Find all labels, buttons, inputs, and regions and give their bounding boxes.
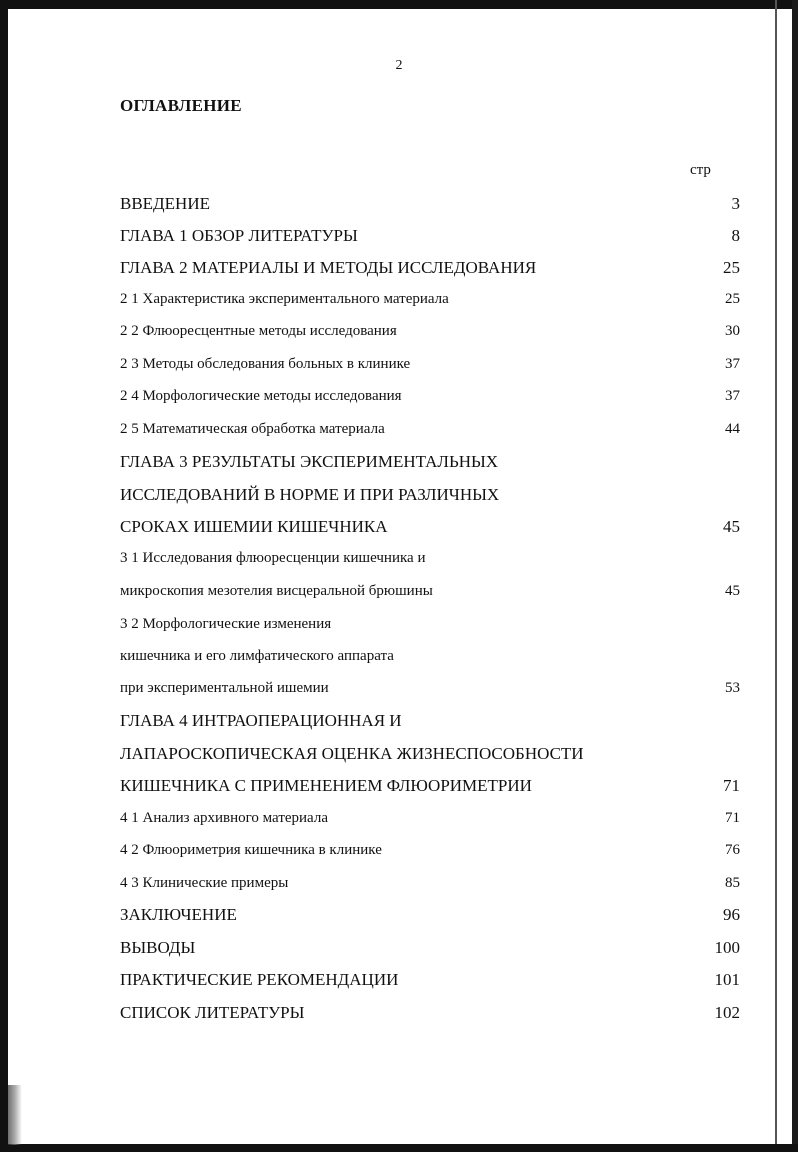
toc-entry-page: 71 (723, 776, 740, 795)
toc-entry (120, 258, 740, 282)
toc-entry-title: ЛАПАРОСКОПИЧЕСКАЯ ОЦЕНКА ЖИЗНЕСПОСОБНОСТИ (120, 744, 584, 763)
scan-edge-line (775, 0, 777, 1152)
scan-border-left (0, 0, 8, 1152)
toc-entry-page: 25 (723, 258, 740, 277)
toc-entry-page: 76 (725, 842, 740, 858)
page-number: 2 (395, 58, 403, 73)
toc-entry (120, 356, 740, 380)
toc-entry-page: 45 (723, 517, 740, 536)
toc-entry (120, 680, 740, 704)
toc-entry (120, 648, 740, 672)
toc-entry (120, 421, 740, 445)
toc-entry (120, 388, 740, 412)
toc-entry-page: 45 (725, 583, 740, 599)
toc-entry-page: 101 (714, 970, 740, 989)
toc-entry-page: 44 (725, 421, 740, 437)
toc-entry-page: 96 (723, 905, 740, 924)
scan-border-top (0, 0, 798, 9)
scan-border-bottom (0, 1144, 798, 1152)
toc-entry (120, 485, 740, 509)
toc-entry (120, 970, 740, 994)
scan-smudge (8, 1085, 22, 1145)
toc-entry-title: ВЫВОДЫ (120, 938, 196, 957)
toc-entry-title: 4 1 Анализ архивного материала (120, 810, 328, 826)
toc-entry-page: 102 (714, 1003, 740, 1022)
toc-entry (120, 194, 740, 218)
toc-entry (120, 616, 740, 640)
toc-entry (120, 842, 740, 866)
toc-entry-title: 2 1 Характеристика экспериментального материала (120, 291, 449, 307)
toc-entry (120, 550, 740, 574)
toc-entry-title: СРОКАХ ИШЕМИИ КИШЕЧНИКА (120, 517, 388, 536)
toc-entry (120, 226, 740, 250)
toc-entry-title: ГЛАВА 1 ОБЗОР ЛИТЕРАТУРЫ (120, 226, 358, 245)
toc-entry (120, 323, 740, 347)
toc-entry-title: ИССЛЕДОВАНИЙ В НОРМЕ И ПРИ РАЗЛИЧНЫХ (120, 485, 500, 504)
toc-entry-title: ПРАКТИЧЕСКИЕ РЕКОМЕНДАЦИИ (120, 970, 399, 989)
toc-entry-title: ГЛАВА 3 РЕЗУЛЬТАТЫ ЭКСПЕРИМЕНТАЛЬНЫХ (120, 452, 499, 471)
toc-entry-page: 3 (731, 194, 740, 213)
toc-entry-title: ЗАКЛЮЧЕНИЕ (120, 905, 237, 924)
toc-entry-page: 100 (714, 938, 740, 957)
toc-entry-title: ГЛАВА 2 МАТЕРИАЛЫ И МЕТОДЫ ИССЛЕДОВАНИЯ (120, 258, 537, 277)
toc-entry-page: 30 (725, 323, 740, 339)
page-title: ОГЛАВЛЕНИЕ (120, 96, 242, 115)
scan-border-right (792, 0, 798, 1152)
toc-entry (120, 583, 740, 607)
toc-entry-title: 2 4 Морфологические методы исследования (120, 388, 402, 404)
toc-entry-title: 4 2 Флюориметрия кишечника в клинике (120, 842, 382, 858)
toc-entry-page: 71 (725, 810, 740, 826)
toc-entry (120, 938, 740, 962)
toc-entry (120, 905, 740, 929)
toc-entry-title: 3 2 Морфологические изменения (120, 616, 332, 632)
toc-entry-title: ГЛАВА 4 ИНТРАОПЕРАЦИОННАЯ И (120, 711, 402, 730)
toc-entry (120, 776, 740, 800)
page-column-label: стр (690, 162, 711, 178)
toc-entry-title: КИШЕЧНИКА С ПРИМЕНЕНИЕМ ФЛЮОРИМЕТРИИ (120, 776, 532, 795)
toc-entry (120, 291, 740, 315)
toc-entry-title: при экспериментальной ишемии (120, 680, 329, 696)
toc-entry-page: 37 (725, 356, 740, 372)
toc-entry (120, 810, 740, 834)
toc-entry (120, 517, 740, 541)
toc-entry-page: 85 (725, 875, 740, 891)
toc-entry (120, 1003, 740, 1027)
toc-entry (120, 452, 740, 476)
toc-entry-title: кишечника и его лимфатического аппарата (120, 648, 394, 664)
toc-entry-title: 2 3 Методы обследования больных в клинике (120, 356, 411, 372)
toc-entry-title: СПИСОК ЛИТЕРАТУРЫ (120, 1003, 305, 1022)
toc-entry-title: 2 5 Математическая обработка материала (120, 421, 385, 437)
toc-entry-page: 25 (725, 291, 740, 307)
toc-entry (120, 711, 740, 735)
toc-entry (120, 875, 740, 899)
toc-entry-title: ВВЕДЕНИЕ (120, 194, 210, 213)
toc-entry-title: 2 2 Флюоресцентные методы исследования (120, 323, 397, 339)
toc-entry-title: микроскопия мезотелия висцеральной брюшины (120, 583, 433, 599)
toc-entry-page: 8 (731, 226, 740, 245)
toc-entry-page: 37 (725, 388, 740, 404)
toc-entry-title: 4 3 Клинические примеры (120, 875, 289, 891)
toc-entry-title: 3 1 Исследования флюоресценции кишечника и (120, 550, 426, 566)
toc-entry (120, 744, 740, 768)
toc-entry-page: 53 (725, 680, 740, 696)
